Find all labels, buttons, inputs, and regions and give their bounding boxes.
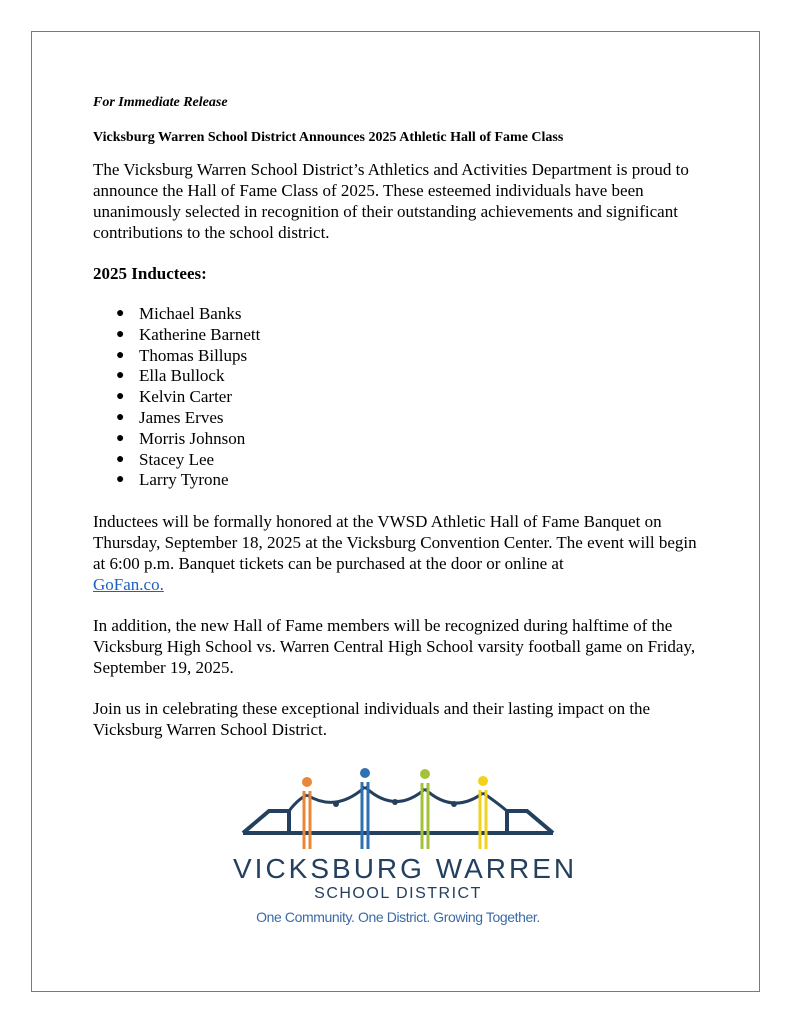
logo-tagline: One Community. One District. Growing Together. bbox=[256, 909, 540, 925]
bridge-right-ramp bbox=[507, 811, 553, 833]
inductee-name: Ella Bullock bbox=[139, 366, 225, 386]
inductee-name: Thomas Billups bbox=[139, 345, 248, 365]
logo-title: VICKSBURG WARREN bbox=[233, 853, 578, 884]
bullet-icon: ● bbox=[116, 326, 125, 342]
logo-subtitle: SCHOOL DISTRICT bbox=[314, 885, 482, 902]
bullet-icon: ● bbox=[116, 451, 125, 467]
inductee-name: Stacey Lee bbox=[139, 449, 215, 469]
inductees-list bbox=[93, 304, 703, 491]
inductee-name: Larry Tyrone bbox=[139, 470, 229, 490]
inductee-name: Kelvin Carter bbox=[139, 387, 232, 407]
figure-head-blue bbox=[360, 768, 370, 778]
bullet-icon: ● bbox=[116, 409, 125, 425]
bullet-icon: ● bbox=[116, 347, 125, 363]
banquet-text: Inductees will be formally honored at the VWSD Athletic Hall of Fame Banquet on Thursday, September 18, 2025 at the Vicksburg Convention Center. The event will begin at 6:00 p.m. Banquet tickets can be purchased at the door or online at bbox=[93, 512, 697, 574]
inductee-name: Katherine Barnett bbox=[139, 324, 261, 344]
release-label: For Immediate Release bbox=[93, 95, 228, 110]
bridge-logo-icon bbox=[233, 763, 563, 853]
district-logo bbox=[233, 763, 578, 935]
intro-paragraph: The Vicksburg Warren School District’s Athletics and Activities Department is proud to announce the Hall of Fame Class of 2025. These esteemed individuals have been unanimously selected in recognition of their outstanding achievements and significant contributions to the school district. bbox=[93, 160, 689, 242]
headline: Vicksburg Warren School District Announces 2025 Athletic Hall of Fame Class bbox=[93, 130, 564, 145]
list-item bbox=[93, 325, 703, 346]
list-item bbox=[93, 408, 703, 429]
bullet-icon: ● bbox=[116, 368, 125, 384]
bridge-left-ramp bbox=[243, 811, 289, 833]
halftime-paragraph: In addition, the new Hall of Fame members will be recognized during halftime of the Vicksburg High School vs. Warren Central High School varsity football game on Friday, September 19, 2025. bbox=[93, 616, 696, 678]
press-release-body bbox=[93, 94, 703, 740]
list-item bbox=[93, 429, 703, 450]
figure-head-orange bbox=[302, 777, 312, 787]
cable-dot bbox=[451, 801, 457, 807]
inductee-name: Michael Banks bbox=[139, 304, 242, 323]
bullet-icon: ● bbox=[116, 430, 125, 446]
bullet-icon: ● bbox=[116, 472, 125, 488]
list-item bbox=[93, 304, 703, 325]
bullet-icon: ● bbox=[116, 306, 125, 321]
closing-paragraph: Join us in celebrating these exceptional individuals and their lasting impact on the Vicksburg Warren School District. bbox=[93, 699, 651, 740]
bullet-icon: ● bbox=[116, 389, 125, 405]
inductee-name: James Erves bbox=[139, 407, 224, 427]
list-item bbox=[93, 450, 703, 471]
figure-head-green bbox=[420, 769, 430, 779]
figure-head-yellow bbox=[478, 776, 488, 786]
list-item bbox=[93, 346, 703, 367]
list-item bbox=[93, 366, 703, 387]
inductees-heading: 2025 Inductees: bbox=[93, 264, 207, 283]
bridge-cable bbox=[307, 787, 365, 802]
inductee-name: Morris Johnson bbox=[139, 428, 246, 448]
bridge-cable bbox=[425, 789, 483, 803]
cable-dot bbox=[333, 801, 339, 807]
list-item bbox=[93, 387, 703, 408]
list-item bbox=[93, 470, 703, 491]
cable-dot bbox=[392, 799, 398, 805]
gofan-link[interactable]: GoFan.co. bbox=[93, 575, 164, 595]
banquet-paragraph bbox=[93, 511, 703, 595]
